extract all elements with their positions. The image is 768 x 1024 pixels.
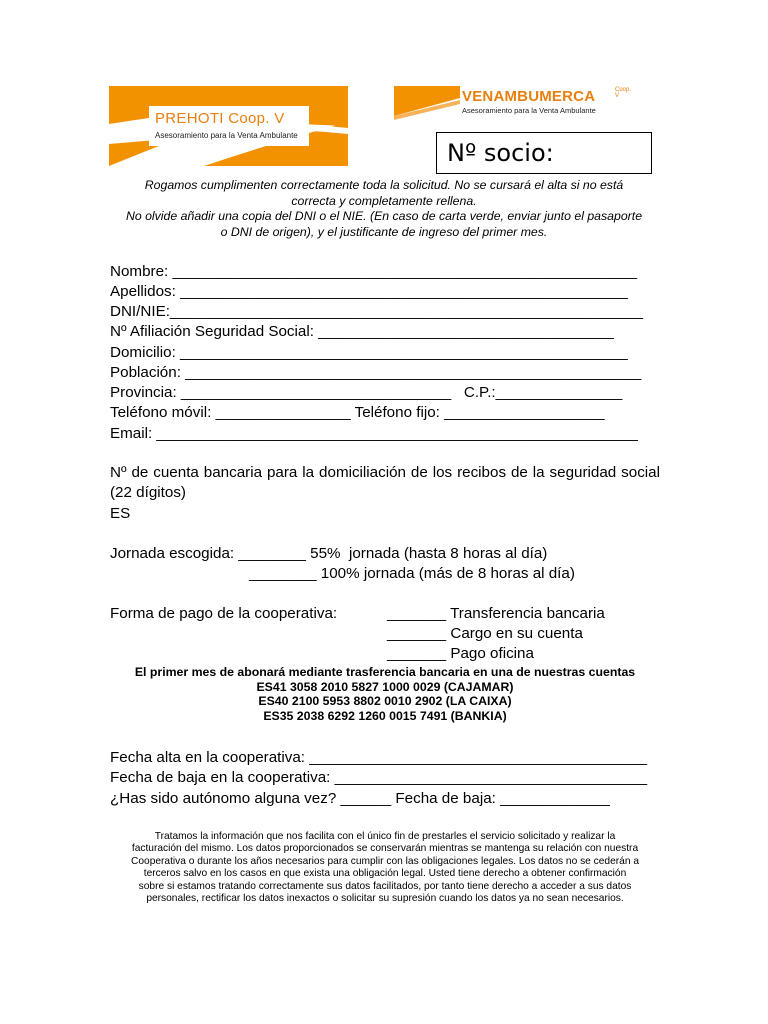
field-afiliacion[interactable]: Nº Afiliación Seguridad Social: ___________________________________ <box>110 323 614 340</box>
instructions-line: No olvide añadir una copia del DNI o el NIE. (En caso de carta verde, enviar junto el pasaporte <box>125 209 643 223</box>
prehoti-logo <box>109 86 348 166</box>
privacy-notice <box>110 831 660 905</box>
instructions-line: Rogamos cumplimenten correctamente toda la solicitud. No se cursará el alta si no está <box>144 178 624 192</box>
field-dni[interactable]: DNI/NIE:________________________________________________________ <box>110 303 643 320</box>
jornada-100[interactable]: ________ 100% jornada (más de 8 horas al día) <box>249 565 575 582</box>
privacy-line: facturación del mismo. Los datos proporcionados se conservarán mientras se mantenga su relación con nuestra <box>131 843 639 855</box>
bank-account-prefix[interactable]: ES <box>110 505 131 522</box>
bank-account-bankia: ES35 2038 6292 1260 0015 7491 (BANKIA) <box>263 708 507 723</box>
field-domicilio[interactable]: Domicilio: _____________________________________________________ <box>110 344 628 361</box>
field-poblacion[interactable]: Población: ______________________________________________________ <box>110 364 642 381</box>
logo-name: VENAMBUMERCA <box>462 88 596 105</box>
instructions-line: correcta y completamente rellena. <box>291 193 477 208</box>
privacy-line: personales, rectificar los datos inexactos o solicitar su supresión cuando los datos ya no sean necesarios. <box>146 893 624 905</box>
privacy-line: sobre si estamos tratando correctamente sus datos facilitados, por tanto tiene derecho a acceder a sus datos <box>138 880 632 892</box>
payment-option-direct-debit[interactable]: _______ Cargo en su cuenta <box>387 625 583 642</box>
field-fecha-baja[interactable]: Fecha de baja en la cooperativa: _____________________________________ <box>110 769 648 786</box>
payment-option-office[interactable]: _______ Pago oficina <box>387 645 534 662</box>
payment-option-transfer[interactable]: _______ Transferencia bancaria <box>387 605 605 622</box>
field-apellidos[interactable]: Apellidos: _____________________________________________________ <box>110 283 628 300</box>
logo-name: PREHOTI Coop. V <box>155 110 285 127</box>
payment-method-label: Forma de pago de la cooperativa: <box>110 605 338 622</box>
member-number-label: Nº socio: <box>447 139 554 167</box>
logo-subtitle: Asesoramiento para la Venta Ambulante <box>155 131 298 140</box>
privacy-line: terceros salvo en los casos en que exista una obligación legal. Usted tiene derecho a obtener confirmación <box>143 868 627 880</box>
field-email[interactable]: Email: _________________________________________________________ <box>110 425 638 442</box>
privacy-line: Tratamos la información que nos facilita con el único fin de prestarles el servicio solicitado y realizar la <box>154 831 616 842</box>
privacy-line: Cooperativa o durante los años necesarios para cumplir con las obligaciones legales. Los datos no se cederán a <box>131 855 639 867</box>
field-fecha-alta[interactable]: Fecha alta en la cooperativa: ________________________________________ <box>110 749 648 766</box>
bank-account-lacaixa: ES40 2100 5953 8802 0010 2902 (LA CAIXA) <box>258 694 512 708</box>
field-nombre[interactable]: Nombre: _______________________________________________________ <box>110 263 638 280</box>
field-telefonos[interactable]: Teléfono móvil: ________________ Teléfono fijo: ___________________ <box>110 404 605 421</box>
instructions-line: o DNI de origen), y el justificante de ingreso del primer mes. <box>220 224 548 239</box>
bank-accounts-block <box>110 665 660 723</box>
field-provincia-cp[interactable]: Provincia: ________________________________ C.P.:_______________ <box>110 384 623 401</box>
logo-suffix: Coop. V <box>615 87 632 99</box>
member-number-box[interactable] <box>436 132 652 174</box>
bank-accounts-intro: El primer mes de abonará mediante trasferencia bancaria en una de nuestras cuentas <box>134 665 636 679</box>
field-autonomo[interactable]: ¿Has sido autónomo alguna vez? ______ Fecha de baja: _____________ <box>110 790 610 807</box>
venambumerca-logo <box>394 86 634 120</box>
logo-subtitle: Asesoramiento para la Venta Ambulante <box>462 106 596 115</box>
bank-account-cajamar: ES41 3058 2010 5827 1000 0029 (CAJAMAR) <box>256 679 514 694</box>
instructions <box>118 178 650 240</box>
jornada-55[interactable]: Jornada escogida: ________ 55% jornada (hasta 8 horas al día) <box>110 545 548 562</box>
bank-account-label: Nº de cuenta bancaria para la domiciliación de los recibos de la seguridad social (22 dígitos) <box>110 464 660 501</box>
